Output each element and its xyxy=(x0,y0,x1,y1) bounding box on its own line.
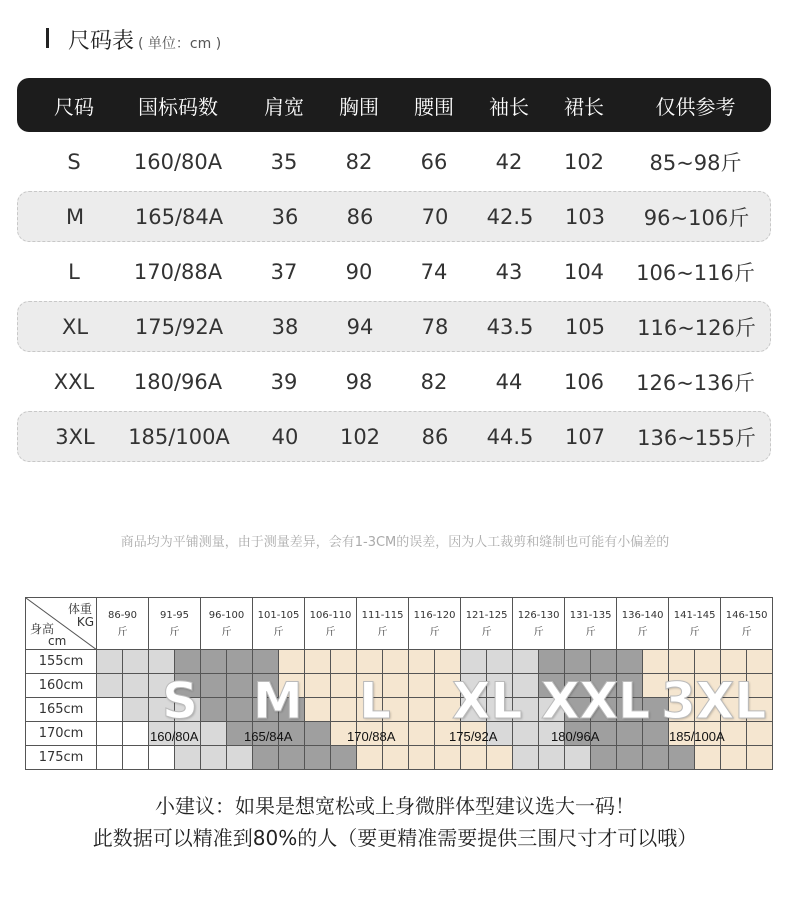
grid-cell xyxy=(227,722,253,746)
grid-cell xyxy=(487,746,513,770)
overlay-size-code: 185/100A xyxy=(669,729,725,744)
grid-cell xyxy=(383,674,409,698)
grid-cell xyxy=(695,698,721,722)
cell-sleeve: 42.5 xyxy=(486,204,534,229)
grid-cell xyxy=(643,722,669,746)
grid-cell xyxy=(201,746,227,770)
weight-range: 131-135 xyxy=(569,609,612,621)
grid-cell xyxy=(227,650,253,674)
grid-cell xyxy=(669,650,695,674)
size-weight-grid xyxy=(25,597,773,770)
size-row xyxy=(17,356,771,407)
weight-header xyxy=(669,598,721,650)
grid-cell xyxy=(409,698,435,722)
grid-cell xyxy=(591,722,617,746)
grid-cell xyxy=(721,650,747,674)
grid-cell xyxy=(461,722,487,746)
cell-chest: 82 xyxy=(345,149,373,174)
cell-national-code: 175/92A xyxy=(134,314,224,339)
cell-shoulder: 35 xyxy=(270,149,298,174)
header-waist: 腰围 xyxy=(414,94,454,119)
cell-reference: 116~126斤 xyxy=(637,315,756,340)
cell-reference: 126~136斤 xyxy=(636,370,755,395)
weight-unit: 斤 xyxy=(533,626,544,638)
cell-reference: 96~106斤 xyxy=(643,205,750,230)
cell-skirt-length: 106 xyxy=(563,369,605,394)
grid-cell xyxy=(201,722,227,746)
grid-cell xyxy=(149,722,175,746)
page-title-text: 尺码表 xyxy=(68,29,135,54)
grid-cell xyxy=(565,698,591,722)
grid-cell xyxy=(97,698,123,722)
cell-reference: 106~116斤 xyxy=(636,260,755,285)
cell-shoulder: 38 xyxy=(271,314,299,339)
cell-chest: 94 xyxy=(346,314,374,339)
grid-cell xyxy=(279,698,305,722)
grid-cell xyxy=(227,746,253,770)
cell-reference: 136~155斤 xyxy=(637,425,756,450)
overlay-size-label: XXL xyxy=(541,672,650,730)
grid-cell xyxy=(513,650,539,674)
grid-cell xyxy=(201,698,227,722)
grid-cell xyxy=(643,698,669,722)
grid-cell xyxy=(747,746,773,770)
weight-unit: 斤 xyxy=(429,626,440,638)
grid-cell xyxy=(409,746,435,770)
weight-range: 141-145 xyxy=(673,609,716,621)
header-chest: 胸围 xyxy=(339,94,379,119)
cell-skirt-length: 102 xyxy=(563,149,605,174)
grid-cell xyxy=(383,698,409,722)
cell-size: S xyxy=(67,149,81,174)
grid-cell xyxy=(175,698,201,722)
overlay-size-label: 3XL xyxy=(661,672,767,730)
grid-cell xyxy=(409,650,435,674)
size-row xyxy=(17,246,771,297)
grid-cell xyxy=(331,650,357,674)
grid-cell xyxy=(747,650,773,674)
grid-cell xyxy=(695,674,721,698)
grid-cell xyxy=(695,746,721,770)
grid-cell xyxy=(747,674,773,698)
grid-cell xyxy=(305,746,331,770)
grid-cell xyxy=(487,674,513,698)
grid-cell xyxy=(487,698,513,722)
grid-cell xyxy=(513,674,539,698)
weight-range: 96-100 xyxy=(208,609,245,621)
weight-range: 136-140 xyxy=(621,609,664,621)
cell-waist: 74 xyxy=(420,259,448,284)
grid-cell xyxy=(539,722,565,746)
grid-cell xyxy=(487,650,513,674)
cell-size: XXL xyxy=(53,369,95,394)
grid-cell xyxy=(435,674,461,698)
grid-cell xyxy=(435,650,461,674)
weight-unit: 斤 xyxy=(273,626,284,638)
grid-cell xyxy=(305,722,331,746)
grid-corner xyxy=(26,598,97,650)
grid-cell xyxy=(721,722,747,746)
height-label: 160cm xyxy=(26,674,97,698)
grid-cell xyxy=(513,722,539,746)
grid-cell xyxy=(201,650,227,674)
grid-cell xyxy=(409,674,435,698)
header-sleeve: 袖长 xyxy=(489,94,529,119)
header-skirt-length: 裙长 xyxy=(564,94,604,119)
weight-header xyxy=(305,598,357,650)
grid-cell xyxy=(747,722,773,746)
header-shoulder: 肩宽 xyxy=(264,94,304,119)
weight-header xyxy=(617,598,669,650)
cell-shoulder: 40 xyxy=(271,424,299,449)
weight-range: 121-125 xyxy=(465,609,508,621)
header-national-code: 国标码数 xyxy=(138,94,218,119)
weight-range: 146-150 xyxy=(725,609,768,621)
weight-unit: 斤 xyxy=(377,626,388,638)
grid-cell xyxy=(513,746,539,770)
overlay-size-code: 175/92A xyxy=(449,729,498,744)
grid-cell xyxy=(461,698,487,722)
grid-cell xyxy=(435,746,461,770)
weight-header xyxy=(201,598,253,650)
cell-skirt-length: 105 xyxy=(564,314,606,339)
grid-cell xyxy=(279,650,305,674)
grid-cell xyxy=(513,698,539,722)
weight-unit: 斤 xyxy=(585,626,596,638)
grid-cell xyxy=(721,698,747,722)
cell-size: 3XL xyxy=(55,424,95,449)
size-table-header xyxy=(17,78,771,132)
size-row xyxy=(17,191,771,242)
weight-header xyxy=(721,598,773,650)
cell-waist: 82 xyxy=(420,369,448,394)
cell-size: L xyxy=(68,259,80,284)
grid-cell xyxy=(721,746,747,770)
cell-skirt-length: 103 xyxy=(564,204,606,229)
cell-sleeve: 43.5 xyxy=(486,314,534,339)
cell-national-code: 160/80A xyxy=(133,149,223,174)
weight-header xyxy=(357,598,409,650)
grid-cell xyxy=(175,722,201,746)
weight-range: 101-105 xyxy=(257,609,300,621)
grid-cell xyxy=(175,650,201,674)
weight-range: 106-110 xyxy=(309,609,352,621)
cell-shoulder: 39 xyxy=(270,369,298,394)
cell-national-code: 180/96A xyxy=(133,369,223,394)
overlay-size-label: S xyxy=(162,672,199,730)
corner-weight: 体重 xyxy=(67,602,92,616)
grid-cell xyxy=(331,746,357,770)
grid-cell xyxy=(461,746,487,770)
weight-header xyxy=(253,598,305,650)
weight-header xyxy=(513,598,565,650)
grid-row xyxy=(26,698,773,722)
cell-shoulder: 36 xyxy=(271,204,299,229)
grid-cell xyxy=(149,650,175,674)
grid-cell xyxy=(305,698,331,722)
grid-cell xyxy=(617,746,643,770)
size-row xyxy=(17,411,771,462)
cell-waist: 78 xyxy=(421,314,449,339)
weight-unit: 斤 xyxy=(741,626,752,638)
cell-chest: 86 xyxy=(346,204,374,229)
grid-cell xyxy=(591,698,617,722)
grid-cell xyxy=(643,674,669,698)
size-table xyxy=(17,78,771,462)
grid-cell xyxy=(175,746,201,770)
grid-cell xyxy=(487,722,513,746)
overlay-size-code: 180/96A xyxy=(551,729,600,744)
weight-header xyxy=(461,598,513,650)
grid-cell xyxy=(331,722,357,746)
grid-cell xyxy=(539,746,565,770)
height-label: 165cm xyxy=(26,698,97,722)
cell-chest: 90 xyxy=(345,259,373,284)
corner-cm: cm xyxy=(48,634,67,648)
header-reference: 仅供参考 xyxy=(655,94,736,119)
weight-header xyxy=(97,598,149,650)
cell-skirt-length: 107 xyxy=(564,424,606,449)
grid-cell xyxy=(149,674,175,698)
grid-cell xyxy=(357,746,383,770)
cell-national-code: 170/88A xyxy=(133,259,223,284)
height-label: 175cm xyxy=(26,746,97,770)
cell-national-code: 185/100A xyxy=(128,424,230,449)
grid-cell xyxy=(331,674,357,698)
grid-cell xyxy=(591,650,617,674)
cell-size: M xyxy=(65,204,85,229)
weight-unit: 斤 xyxy=(481,626,492,638)
grid-cell xyxy=(227,698,253,722)
weight-header xyxy=(565,598,617,650)
grid-table xyxy=(25,597,773,770)
grid-cell xyxy=(357,698,383,722)
cell-sleeve: 42 xyxy=(495,149,523,174)
grid-cell xyxy=(539,698,565,722)
overlay-size-label: XL xyxy=(452,672,523,730)
grid-cell xyxy=(357,674,383,698)
overlay-size-code: 160/80A xyxy=(150,729,199,744)
overlay-size-label: L xyxy=(359,672,391,730)
grid-cell xyxy=(253,650,279,674)
grid-cell xyxy=(305,674,331,698)
grid-cell xyxy=(565,722,591,746)
grid-cell xyxy=(669,746,695,770)
grid-cell xyxy=(539,650,565,674)
grid-cell xyxy=(435,722,461,746)
grid-cell xyxy=(383,746,409,770)
weight-unit: 斤 xyxy=(117,626,128,638)
grid-cell xyxy=(149,746,175,770)
grid-cell xyxy=(123,698,149,722)
cell-shoulder: 37 xyxy=(270,259,298,284)
grid-cell xyxy=(721,674,747,698)
title-accent-bar xyxy=(46,28,49,48)
cell-sleeve: 44.5 xyxy=(486,424,534,449)
grid-cell xyxy=(617,650,643,674)
tip-line-2: 此数据可以精准到80%的人（要更精准需要提供三围尺寸才可以哦） xyxy=(92,826,698,850)
size-row xyxy=(17,136,771,187)
overlay-size-code: 165/84A xyxy=(244,729,293,744)
grid-cell xyxy=(539,674,565,698)
grid-cell xyxy=(97,722,123,746)
grid-cell xyxy=(123,674,149,698)
grid-cell xyxy=(591,674,617,698)
grid-cell xyxy=(565,650,591,674)
weight-header xyxy=(149,598,201,650)
grid-cell xyxy=(253,746,279,770)
grid-cell xyxy=(617,698,643,722)
grid-cell xyxy=(461,674,487,698)
grid-cell xyxy=(695,650,721,674)
height-label: 170cm xyxy=(26,722,97,746)
cell-waist: 66 xyxy=(420,149,448,174)
grid-cell xyxy=(253,674,279,698)
grid-cell xyxy=(591,746,617,770)
grid-cell xyxy=(565,674,591,698)
grid-cell xyxy=(123,650,149,674)
cell-reference: 85~98斤 xyxy=(649,150,742,175)
grid-cell xyxy=(357,650,383,674)
grid-cell xyxy=(643,650,669,674)
cell-size: XL xyxy=(61,314,89,339)
weight-unit: 斤 xyxy=(637,626,648,638)
corner-kg: KG xyxy=(76,615,94,629)
weight-unit: 斤 xyxy=(169,626,180,638)
weight-range: 126-130 xyxy=(517,609,560,621)
grid-cell xyxy=(643,746,669,770)
grid-cell xyxy=(565,746,591,770)
grid-cell xyxy=(123,746,149,770)
corner-height: 身高 xyxy=(30,622,55,636)
grid-cell xyxy=(175,674,201,698)
weight-range: 86-90 xyxy=(107,609,138,621)
grid-cell xyxy=(669,698,695,722)
grid-cell xyxy=(435,698,461,722)
overlay-size-label: M xyxy=(253,672,303,730)
height-label: 155cm xyxy=(26,650,97,674)
weight-unit: 斤 xyxy=(325,626,336,638)
grid-cell xyxy=(279,746,305,770)
grid-cell xyxy=(383,650,409,674)
tip-line-1: 小建议：如果是想宽松或上身微胖体型建议选大一码！ xyxy=(155,794,635,818)
size-row xyxy=(17,301,771,352)
title-unit: ( 单位：cm ) xyxy=(138,36,222,52)
cell-chest: 102 xyxy=(339,424,381,449)
grid-cell xyxy=(669,722,695,746)
grid-cell xyxy=(461,650,487,674)
grid-cell xyxy=(409,722,435,746)
weight-range: 116-120 xyxy=(413,609,456,621)
grid-row xyxy=(26,746,773,770)
grid-cell xyxy=(695,722,721,746)
grid-cell xyxy=(149,698,175,722)
grid-cell xyxy=(253,722,279,746)
grid-row xyxy=(26,650,773,674)
grid-cell xyxy=(747,698,773,722)
grid-cell xyxy=(97,674,123,698)
cell-waist: 70 xyxy=(421,204,449,229)
grid-cell xyxy=(357,722,383,746)
measurement-note: 商品均为平铺测量，由于测量差异，会有1-3CM的误差，因为人工裁剪和缝制也可能有小偏差的 xyxy=(120,535,670,550)
grid-cell xyxy=(305,650,331,674)
cell-waist: 86 xyxy=(421,424,449,449)
grid-cell xyxy=(97,746,123,770)
grid-row xyxy=(26,722,773,746)
weight-range: 111-115 xyxy=(361,609,404,621)
grid-cell xyxy=(617,674,643,698)
grid-row xyxy=(26,674,773,698)
weight-range: 91-95 xyxy=(159,609,190,621)
weight-unit: 斤 xyxy=(221,626,232,638)
header-size: 尺码 xyxy=(54,94,94,119)
weight-unit: 斤 xyxy=(689,626,700,638)
weight-header xyxy=(409,598,461,650)
cell-sleeve: 43 xyxy=(495,259,523,284)
grid-cell xyxy=(383,722,409,746)
grid-cell xyxy=(669,674,695,698)
grid-cell xyxy=(227,674,253,698)
cell-chest: 98 xyxy=(345,369,373,394)
grid-cell xyxy=(123,722,149,746)
grid-cell xyxy=(253,698,279,722)
cell-national-code: 165/84A xyxy=(134,204,224,229)
grid-cell xyxy=(617,722,643,746)
grid-cell xyxy=(97,650,123,674)
grid-cell xyxy=(279,674,305,698)
cell-sleeve: 44 xyxy=(495,369,523,394)
page-title xyxy=(68,24,221,55)
grid-cell xyxy=(331,698,357,722)
cell-skirt-length: 104 xyxy=(563,259,605,284)
grid-cell xyxy=(279,722,305,746)
grid-cell xyxy=(201,674,227,698)
overlay-size-code: 170/88A xyxy=(347,729,396,744)
